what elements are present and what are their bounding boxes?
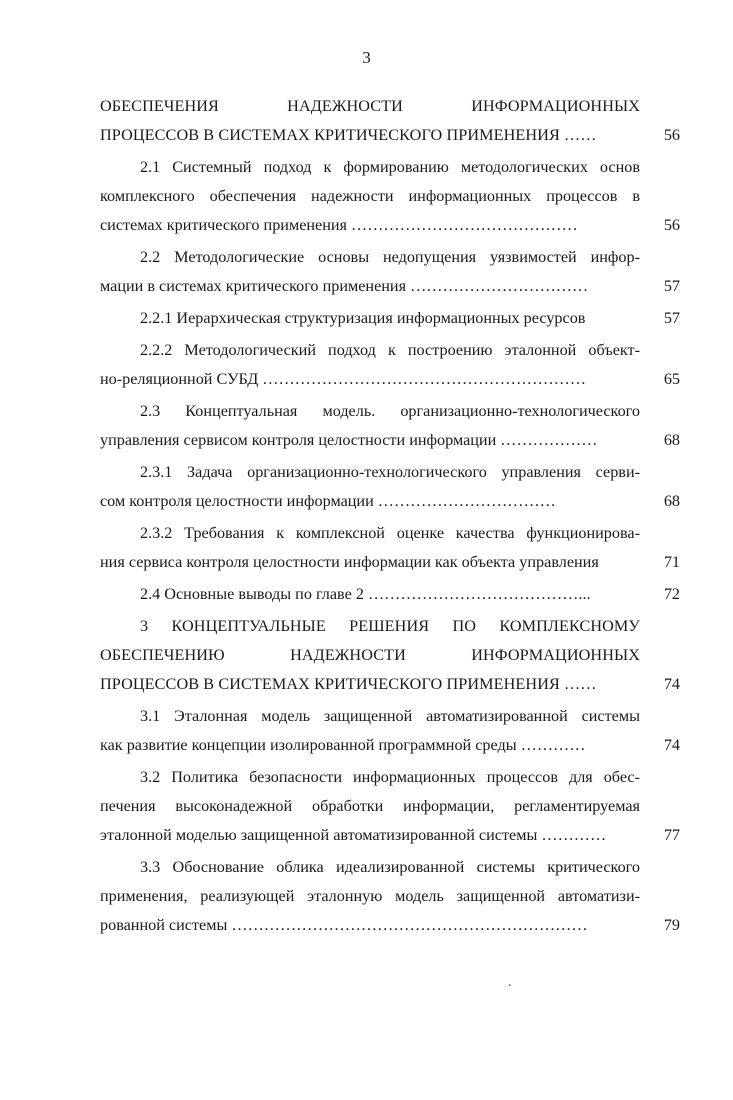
toc-page-number: 56 — [663, 216, 680, 234]
toc-entry — [100, 304, 680, 333]
toc-entry-line: печения высоконадежной обработки информации, регламентируемая — [100, 797, 640, 815]
toc-entry-line: 3.3 Обоснование облика идеализированной системы критического — [140, 858, 640, 876]
toc-entry-line: 2.3.2 Требования к комплексной оценке качества функционирова- — [140, 524, 640, 542]
toc-page-number: 56 — [663, 126, 680, 144]
toc-page-number: 77 — [663, 826, 680, 844]
toc-page-number: 65 — [663, 370, 680, 388]
toc-page-number: 57 — [663, 277, 680, 295]
toc-entry — [100, 336, 680, 394]
toc-entry-title: рованной системы ………………………………………………………… — [100, 916, 588, 934]
toc-entry-title: ПРОЦЕССОВ В СИСТЕМАХ КРИТИЧЕСКОГО ПРИМЕНЕНИЯ …… — [100, 126, 597, 144]
table-of-contents — [100, 92, 680, 943]
toc-entry — [100, 702, 680, 760]
toc-page-number: 74 — [663, 736, 680, 754]
toc-entry-title: 2.2.1 Иерархическая структуризация информационных ресурсов — [140, 309, 586, 327]
toc-entry-title: ПРОЦЕССОВ В СИСТЕМАХ КРИТИЧЕСКОГО ПРИМЕНЕНИЯ …… — [100, 675, 597, 693]
toc-entry — [100, 612, 680, 699]
toc-page-number: 79 — [663, 916, 680, 934]
toc-page-number: 71 — [663, 553, 680, 571]
toc-page-number: 74 — [663, 675, 680, 693]
toc-entry-line: 2.3.1 Задача организационно-технологического управления серви- — [140, 463, 640, 481]
toc-entry-line: 2.2 Методологические основы недопущения уязвимостей инфор- — [140, 248, 640, 266]
toc-entry — [100, 243, 680, 301]
toc-entry — [100, 763, 680, 850]
toc-entry-line: ОБЕСПЕЧЕНИЯ НАДЕЖНОСТИ ИНФОРМАЦИОННЫХ — [100, 97, 640, 115]
toc-entry — [100, 580, 680, 609]
toc-entry-line: 2.3 Концептуальная модель. организационно-технологического — [140, 402, 640, 420]
toc-entry-title: управления сервисом контроля целостности информации ……………… — [100, 431, 598, 449]
toc-entry-line: 3.2 Политика безопасности информационных процессов для обес- — [140, 768, 640, 786]
toc-page-number: 68 — [663, 492, 680, 510]
toc-entry-title: как развитие концепции изолированной программной среды ………… — [100, 736, 586, 754]
toc-entry-line: ОБЕСПЕЧЕНИЮ НАДЕЖНОСТИ ИНФОРМАЦИОННЫХ — [100, 646, 640, 664]
toc-entry — [100, 519, 680, 577]
toc-entry-title: мации в системах критического применения …………………………… — [100, 277, 589, 295]
toc-page-number: 57 — [663, 309, 680, 327]
toc-entry — [100, 92, 680, 150]
toc-entry — [100, 397, 680, 455]
toc-entry-title: сом контроля целостности информации …………………………… — [100, 492, 556, 510]
toc-entry — [100, 153, 680, 240]
toc-page-number: 72 — [663, 585, 680, 603]
toc-entry-line: 2.2.2 Методологический подход к построению эталонной объект- — [140, 341, 640, 359]
toc-entry-line: 3.1 Эталонная модель защищенной автоматизированной системы — [140, 707, 640, 725]
toc-entry-title: ния сервиса контроля целостности информации как объекта управления — [100, 553, 599, 571]
toc-entry-title: системах критического применения …………………………………… — [100, 216, 578, 234]
stray-mark: . — [508, 975, 512, 990]
toc-page-number: 68 — [663, 431, 680, 449]
toc-entry-line: комплексного обеспечения надежности информационных процессов в — [100, 187, 640, 205]
toc-entry-title: но-реляционной СУБД …………………………………………………… — [100, 370, 587, 388]
toc-entry-title: 2.4 Основные выводы по главе 2 …………………………………... — [140, 585, 591, 603]
toc-entry-line: применения, реализующей эталонную модель защищенной автоматизи- — [100, 887, 640, 905]
toc-entry — [100, 458, 680, 516]
toc-entry — [100, 853, 680, 940]
toc-entry-line: 3 КОНЦЕПТУАЛЬНЫЕ РЕШЕНИЯ ПО КОМПЛЕКСНОМУ — [140, 617, 640, 635]
toc-entry-title: эталонной моделью защищенной автоматизированной системы ………… — [100, 826, 607, 844]
toc-entry-line: 2.1 Системный подход к формированию методологических основ — [140, 158, 640, 176]
page-number: 3 — [362, 48, 371, 67]
